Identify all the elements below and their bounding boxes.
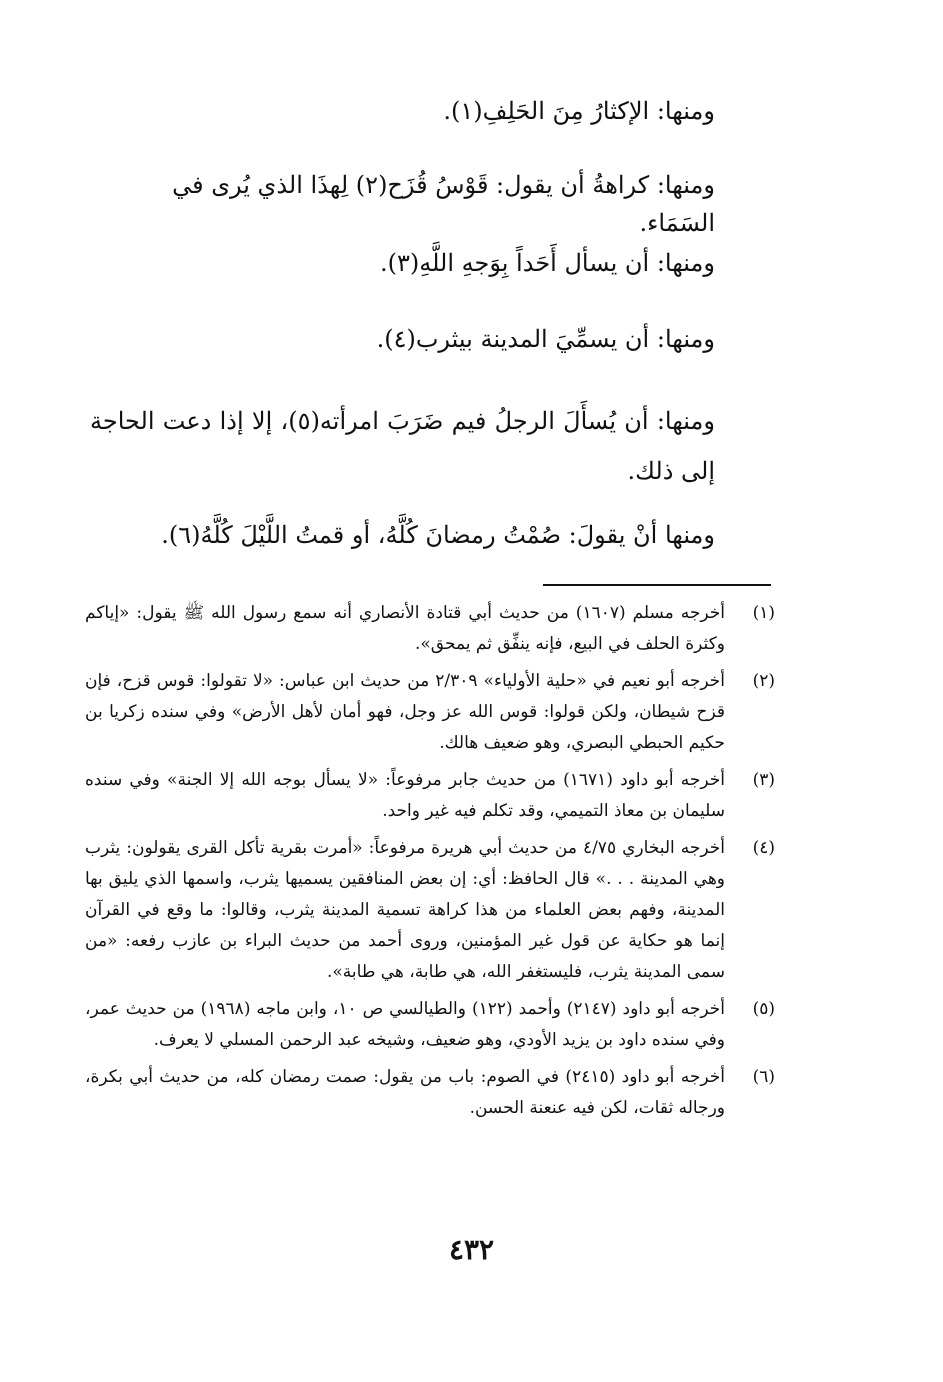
footnote-number: (٥) xyxy=(752,999,775,1019)
main-paragraph: ومنها: كراهةُ أن يقول: قَوْسُ قُزَح(٢) لِهذَا الذي يُرى في السَمَاء. xyxy=(172,171,715,238)
footnote-text: أخرجه أبو داود (٢٤١٥) في الصوم: باب من يقول: صمت رمضان كله، من حديث أبي بكرة، ورجاله ثقات، لكن فيه عنعنة الحسن. xyxy=(85,1067,726,1118)
footnote-number: (٤) xyxy=(752,838,775,858)
footnote-number: (٢) xyxy=(752,671,775,691)
footnote-item xyxy=(85,666,775,759)
footnote-number: (٦) xyxy=(752,1067,775,1087)
main-paragraph: ومنها: الإكثارُ مِنَ الحَلِفِ(١). xyxy=(443,97,715,125)
main-paragraph: ومنها أنْ يقولَ: صُمْتُ رمضانَ كُلَّهُ، أو قمتُ اللَّيْلَ كُلَّهُ(٦). xyxy=(161,521,715,549)
footnote-text: أخرجه البخاري ٤/٧٥ من حديث أبي هريرة مرفوعاً: «أمرت بقرية تأكل القرى يقولون: يثرب وهي المدينة . . .» قال الحافظ: أي: إن بعض المنافقين يسميها يثرب، واسمها الذي يليق بها المدينة، وفهم بعض العلماء من هذا كراهة تسمية المدينة يثرب، وقالوا: ما وقع في القرآن إنما هو حكاية عن قول غير المؤمنين، وروى أحمد من حديث البراء بن عازب رفعه: «من سمى المدينة يثرب، فليستغفر الله، هي طابة، هي طابة». xyxy=(85,838,725,982)
footnote-number: (١) xyxy=(752,603,775,623)
footnote-item xyxy=(85,833,775,988)
footnote-item xyxy=(85,598,775,660)
main-paragraph: ومنها: أن يسأل أَحَداً بِوَجهِ اللَّهِ(٣). xyxy=(379,249,715,277)
footnote-number: (٣) xyxy=(752,770,775,790)
footnote-item xyxy=(85,994,775,1056)
footnote-text: أخرجه مسلم (١٦٠٧) من حديث أبي قتادة الأنصاري أنه سمع رسول الله ﷺ يقول: «إياكم وكثرة الحلف في البيع، فإنه ينفِّق ثم يمحق». xyxy=(85,603,725,654)
footnote-item xyxy=(85,1062,775,1124)
main-paragraph: ومنها: أن يُسأَلَ الرجلُ فيم ضَرَبَ امرأته(٥)، إلا إذا دعت الحاجة إلى ذلك. xyxy=(90,407,715,486)
footnote-text: أخرجه أبو داود (٢١٤٧) وأحمد (١٢٢) والطيالسي ص ١٠، وابن ماجه (١٩٦٨) من حديث عمر، وفي سنده داود بن يزيد الأودي، وهو ضعيف، وشيخه عبد الرحمن المسلي لا يعرف. xyxy=(85,999,725,1050)
page-number: ٤٣٢ xyxy=(448,1233,495,1266)
footnote-text: أخرجه أبو نعيم في «حلية الأولياء» ٢/٣٠٩ من حديث ابن عباس: «لا تقولوا: قوس قزح، فإن قزح شيطان، ولكن قولوا: قوس الله عز وجل، فهو أمان لأهل الأرض» وفي سنده زكريا بن حكيم الحبطي البصري، وهو ضعيف هالك. xyxy=(85,671,725,753)
footnotes-section xyxy=(85,598,775,1130)
footnote-separator xyxy=(543,584,771,586)
footnote-item xyxy=(85,765,775,827)
main-paragraph: ومنها: أن يسمِّيَ المدينة بيثرب(٤). xyxy=(376,325,715,353)
footnote-text: أخرجه أبو داود (١٦٧١) من حديث جابر مرفوعاً: «لا يسأل بوجه الله إلا الجنة» وفي سنده سليمان بن معاذ التميمي، وقد تكلم فيه غير واحد. xyxy=(85,770,725,821)
